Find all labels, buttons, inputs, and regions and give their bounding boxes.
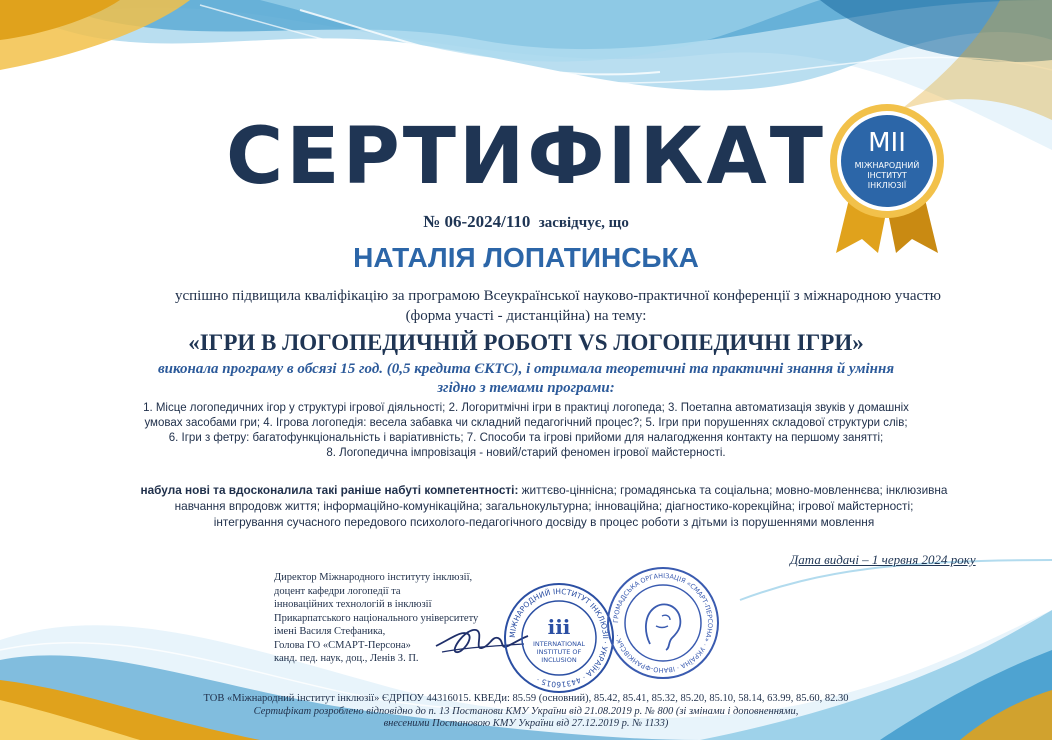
signatory-line: доцент кафедри логопедії та <box>274 585 401 597</box>
stamp1-line3: INCLUSION <box>541 656 577 664</box>
program-volume <box>60 360 992 398</box>
competences-rest: життєво-ціннісна; громадянська та соціальна; мовно-мовленнєва; інклюзивна <box>518 483 948 497</box>
competences-lead: набула нові та вдосконалила такі раніше набуті компетентності: <box>140 483 519 497</box>
footer-line3: внесеними Постановою КМУ України від 27.12.2019 р. № 1133) <box>383 718 669 729</box>
stamp1-line1: INTERNATIONAL <box>532 640 586 648</box>
signatory-line: Прикарпатського національного університету <box>274 612 479 624</box>
certificate-number: № 06-2024/110 <box>423 212 531 231</box>
badge-line1: МІЖНАРОДНИЙ <box>854 161 920 170</box>
badge-logo: MII <box>868 128 906 158</box>
signatory-line: інноваційних технологій в інклюзії <box>274 599 432 610</box>
signatory-line: Голова ГО «СМАРТ-Персона» <box>274 639 411 651</box>
footer-line1: ТОВ «Міжнародний інститут інклюзії» ЄДРПОУ 44316015. КВЕДи: 85.59 (основний), 85.42, 85.41, 85.32, 85.20, 85.10, 58.14, 63.99, 85.60, 82.30 <box>203 693 849 704</box>
footer <box>0 693 1052 731</box>
badge-line3: ІНКЛЮЗІЇ <box>867 181 907 190</box>
badge-line2: ІНСТИТУТ <box>867 171 907 180</box>
signatory-line: імені Василя Стефаника, <box>274 626 386 637</box>
stamp1-line2: INSTITUTE OF <box>536 648 582 656</box>
organization-stamp-icon <box>606 566 720 680</box>
participation-form: (форма участі - дистанційна) на тему: <box>405 308 647 324</box>
competences-line2: навчання впродовж життя; інформаційно-комунікаційна; загальнокультурна; інноваційна; діагностико-корекційна; ігрової майстерності; <box>174 499 914 513</box>
themes-line: 1. Місце логопедичних ігор у структурі ігрової діяльності; 2. Логоритмічні ігри в практиці логопеда; 3. Поетапна автоматизація звуків у домашніх <box>143 402 909 414</box>
conference-topic: «ІГРИ В ЛОГОПЕДИЧНІЙ РОБОТІ VS ЛОГОПЕДИЧНІ ІГРИ» <box>188 330 864 355</box>
issue-date: Дата видачі – 1 червня 2024 року <box>790 552 976 567</box>
institute-stamp-icon <box>503 582 615 694</box>
program-line1: виконала програму в обсязі 15 год. (0,5 кредита ЄКТС), і отримала теоретичні та практичні знання й уміння <box>157 361 895 377</box>
certifies-text: засвідчує, що <box>538 215 629 231</box>
program-line2: згідно з темами програми: <box>437 380 615 396</box>
signatory-line: канд. пед. наук, доц., Ленів З. П. <box>274 653 419 664</box>
themes-line: 8. Логопедична імпровізація - новий/старий феномен ігрової майстерності. <box>326 447 726 459</box>
certificate-title: СЕРТИФІКАТ <box>226 112 826 202</box>
certificate-number-line <box>0 212 1052 232</box>
signatory-line: Директор Міжнародного інституту інклюзії, <box>274 572 473 583</box>
competences-line3: інтегрування сучасного передового психолого-педагогічного досвіду в процес роботи з дітьми із порушеннями мовлення <box>213 515 875 529</box>
themes-list <box>70 401 982 461</box>
footer-line2: Сертифікат розроблено відповідно до п. 13 Постанови КМУ України від 21.08.2019 р. № 800 (зі змінами і доповненнями, <box>253 705 799 717</box>
themes-line: 6. Ігри з фетру: багатофункціональність і варіативність; 7. Способи та ігрові прийоми для налагодження контакту на першому занятті; <box>168 432 884 444</box>
competences-block <box>70 482 1018 530</box>
stamp1-ring-text: МІЖНАРОДНИЙ ІНСТИТУТ ІНКЛЮЗІЇ · УКРАЇНА · 44316015 · <box>507 586 611 690</box>
qualification-line: успішно підвищила кваліфікацію за програмою Всеукраїнської науково-практичної конференції з міжнародною участю <box>175 288 941 304</box>
stamp2-ring-text: ГРОМАДСЬКА ОРГАНІЗАЦІЯ «СМАРТ-ПЕРСОНА» · УКРАЇНА · ІВАНО-ФРАНКІВСЬК · <box>611 571 715 675</box>
themes-line: умовах засобами гри; 4. Ігрова логопедія: весела забавка чи складний педагогічний процес?; 5. Ігри при порушеннях складової структури слів; <box>144 417 908 429</box>
recipient-name: НАТАЛІЯ ЛОПАТИНСЬКА <box>353 242 699 273</box>
stamp1-logo: iii <box>547 615 571 639</box>
institute-badge-icon <box>828 103 946 255</box>
